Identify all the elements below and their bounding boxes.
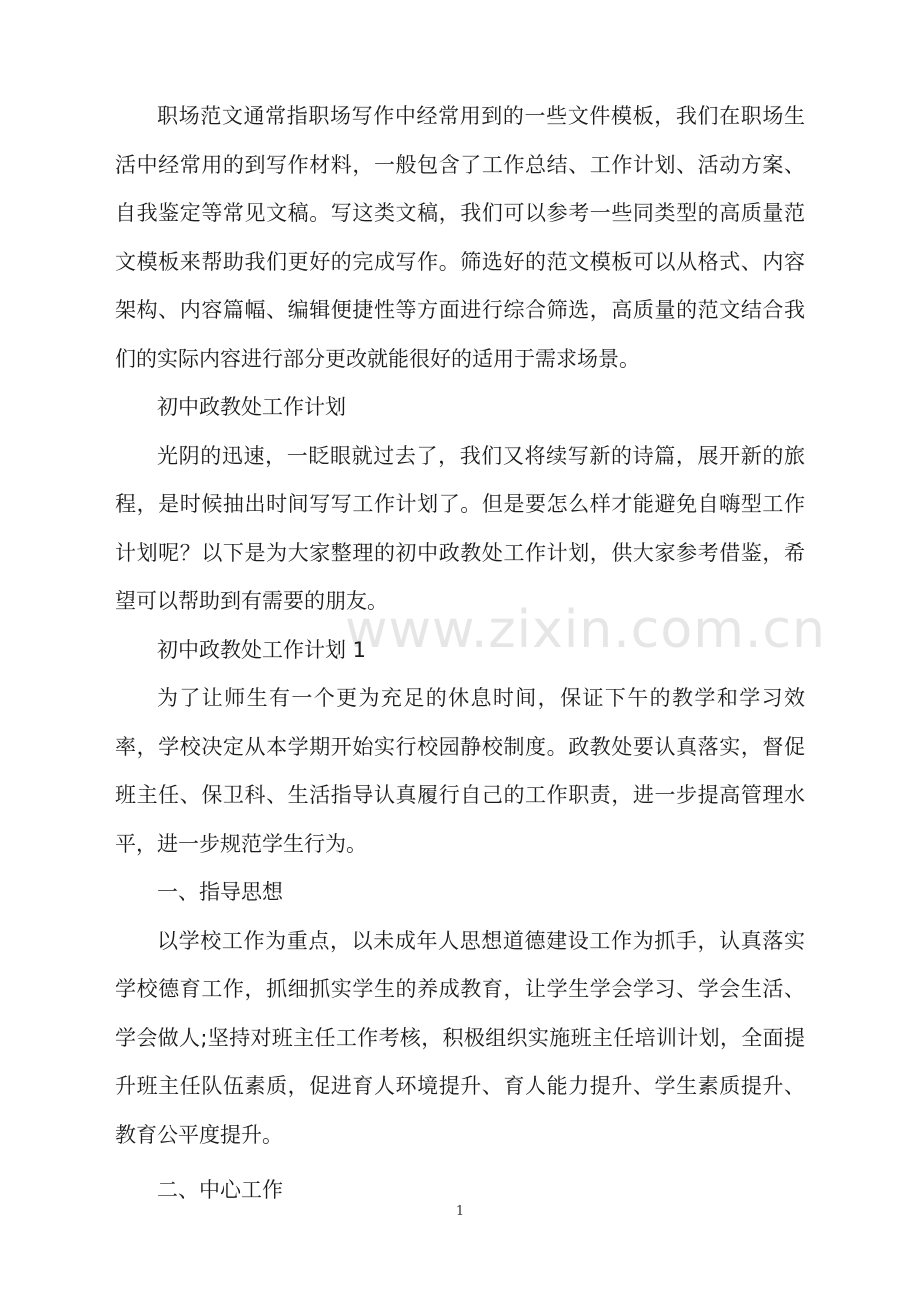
intro-paragraph: 职场范文通常指职场写作中经常用到的一些文件模板，我们在职场生活中经常用的到写作材料，一般包含了工作总结、工作计划、活动方案、自我鉴定等常见文稿。写这类文稿，我们可以参考一些同类型的高质量范文模板来帮助我们更好的完成写作。筛选好的范文模板可以从格式、内容架构、内容篇幅、编辑便捷性等方面进行综合筛选，高质量的范文结合我们的实际内容进行部分更改就能很好的适用于需求场景。	[115, 104, 805, 371]
section-2-heading: 二、中心工作	[157, 1178, 283, 1202]
section-1-heading: 一、指导思想	[157, 880, 283, 904]
document-body	[115, 92, 805, 1215]
watermark: www.zixin.com.cn	[345, 600, 826, 660]
document-title: 初中政教处工作计划	[157, 395, 346, 419]
page-number: 1	[455, 1204, 465, 1219]
plan-1-paragraph: 为了让师生有一个更为充足的休息时间，保证下午的教学和学习效率，学校决定从本学期开始实行校园静校制度。政教处要认真落实，督促班主任、保卫科、生活指导认真履行自己的工作职责，进一步提高管理水平，进一步规范学生行为。	[115, 686, 805, 856]
section-1-paragraph: 以学校工作为重点，以未成年人思想道德建设工作为抓手，认真落实学校德育工作，抓细抓实学生的养成教育，让学生学会学习、学会生活、学会做人;坚持对班主任工作考核，积极组织实施班主任培训计划，全面提升班主任队伍素质，促进育人环境提升、育人能力提升、学生素质提升、教育公平度提升。	[115, 928, 805, 1147]
preface-paragraph: 光阴的迅速，一眨眼就过去了，我们又将续写新的诗篇，展开新的旅程，是时候抽出时间写写工作计划了。但是要怎么样才能避免自嗨型工作计划呢？以下是为大家整理的初中政教处工作计划，供大家参考借鉴，希望可以帮助到有需要的朋友。	[115, 443, 805, 613]
plan-1-heading: 初中政教处工作计划 1	[157, 637, 367, 662]
